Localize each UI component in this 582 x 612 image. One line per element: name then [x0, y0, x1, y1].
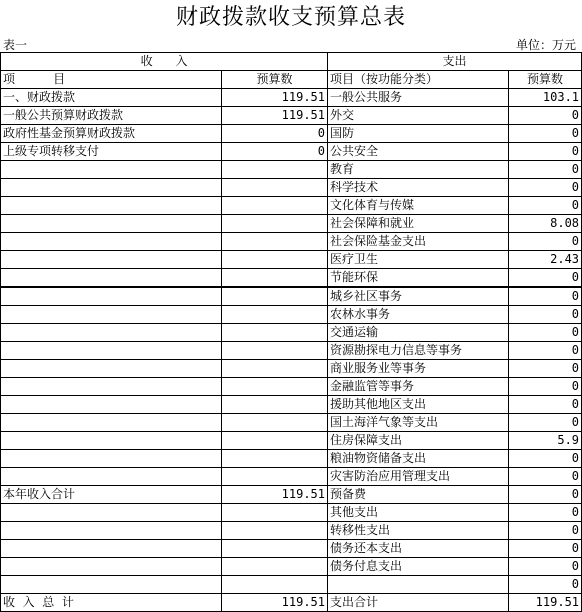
expense-item-label: 外交 [328, 107, 509, 125]
expense-item-value: 0 [509, 396, 582, 414]
empty-cell [222, 342, 328, 360]
expense-item-label: 农林水事务 [328, 306, 509, 324]
expense-item-value: 2.43 [509, 251, 582, 269]
table-row [1, 486, 582, 504]
empty-cell [222, 558, 328, 576]
expense-item-value: 0 [509, 450, 582, 468]
expense-item-label: 社会保险基金支出 [328, 233, 509, 251]
empty-cell [1, 576, 222, 594]
empty-cell [1, 324, 222, 342]
expense-item-value: 0 [509, 324, 582, 342]
income-item-label: 上级专项转移支付 [1, 143, 222, 161]
table-row [1, 414, 582, 432]
table-row [1, 125, 582, 143]
income-item-label: 一、财政拨款 [1, 89, 222, 107]
income-item-label: 一般公共预算财政拨款 [1, 107, 222, 125]
empty-cell [1, 432, 222, 450]
expense-item-label: 城乡社区事务 [328, 287, 509, 306]
expense-item-label: 国防 [328, 125, 509, 143]
empty-cell [1, 161, 222, 179]
table-row [1, 287, 582, 306]
income-item-value: 0 [222, 125, 328, 143]
expense-item-value: 0 [509, 269, 582, 288]
empty-cell [222, 450, 328, 468]
expense-item-value: 0 [509, 486, 582, 504]
unit-label: 单位：万元 [515, 38, 576, 52]
expense-item-label: 住房保障支出 [328, 432, 509, 450]
expense-item-label: 教育 [328, 161, 509, 179]
column-header-row [1, 71, 582, 89]
expense-item-label: 国土海洋气象等支出 [328, 414, 509, 432]
empty-cell [1, 414, 222, 432]
empty-cell [222, 233, 328, 251]
expense-item-value: 103.1 [509, 89, 582, 107]
table-row [1, 522, 582, 540]
table-row [1, 269, 582, 288]
table-row [1, 360, 582, 378]
expense-item-label: 债务还本支出 [328, 540, 509, 558]
table-row [1, 396, 582, 414]
empty-cell [222, 287, 328, 306]
grand-income-value: 119.51 [222, 594, 328, 612]
expense-item-value: 0 [509, 143, 582, 161]
table-row [1, 89, 582, 107]
empty-cell [1, 179, 222, 197]
empty-cell [1, 215, 222, 233]
empty-cell [1, 197, 222, 215]
empty-cell [1, 342, 222, 360]
table-row [1, 215, 582, 233]
empty-cell [222, 324, 328, 342]
income-section-header: 收 入 [1, 53, 328, 71]
expense-item-label: 科学技术 [328, 179, 509, 197]
expense-item-label: 交通运输 [328, 324, 509, 342]
grand-expense-label: 支出合计 [328, 594, 509, 612]
income-item-value: 119.51 [222, 107, 328, 125]
table-row [1, 576, 582, 594]
expense-item-value: 0 [509, 125, 582, 143]
empty-cell [1, 450, 222, 468]
expense-item-value: 0 [509, 233, 582, 251]
expense-item-label: 医疗卫生 [328, 251, 509, 269]
expense-item-value: 0 [509, 342, 582, 360]
grand-total-row [1, 594, 582, 612]
table-row [1, 233, 582, 251]
empty-cell [1, 468, 222, 486]
income-item-value: 0 [222, 143, 328, 161]
expense-item-label: 其他支出 [328, 504, 509, 522]
table-row [1, 324, 582, 342]
expense-budget-header: 预算数 [509, 71, 582, 89]
expense-item-label: 一般公共服务 [328, 89, 509, 107]
expense-item-value: 0 [509, 504, 582, 522]
expense-item-label: 灾害防治应用管理支出 [328, 468, 509, 486]
page-title: 财政拨款收支预算总表 [175, 5, 406, 30]
expense-item-label: 公共安全 [328, 143, 509, 161]
expense-item-value: 0 [509, 540, 582, 558]
empty-cell [1, 396, 222, 414]
income-item-header: 项 目 [1, 71, 222, 89]
table-row [1, 161, 582, 179]
expense-item-label: 金融监管等事务 [328, 378, 509, 396]
expense-item-label: 债务付息支出 [328, 558, 509, 576]
expense-item-value: 0 [509, 287, 582, 306]
expense-item-value: 5.9 [509, 432, 582, 450]
expense-item-label: 资源勘探电力信息等事务 [328, 342, 509, 360]
empty-cell [1, 522, 222, 540]
table-row [1, 378, 582, 396]
expense-item-label [328, 576, 509, 594]
empty-cell [1, 360, 222, 378]
empty-cell [1, 306, 222, 324]
income-year-total-value: 119.51 [222, 486, 328, 504]
expense-item-value: 0 [509, 360, 582, 378]
expense-item-value: 0 [509, 179, 582, 197]
expense-item-value: 0 [509, 522, 582, 540]
expense-item-label: 社会保障和就业 [328, 215, 509, 233]
grand-expense-value: 119.51 [509, 594, 582, 612]
expense-item-label: 预备费 [328, 486, 509, 504]
expense-item-value: 0 [509, 306, 582, 324]
table-row [1, 504, 582, 522]
empty-cell [222, 251, 328, 269]
empty-cell [222, 269, 328, 288]
expense-item-value: 0 [509, 468, 582, 486]
empty-cell [222, 306, 328, 324]
expense-item-value: 0 [509, 197, 582, 215]
expense-item-label: 援助其他地区支出 [328, 396, 509, 414]
expense-item-label: 文化体育与传媒 [328, 197, 509, 215]
expense-item-label: 粮油物资储备支出 [328, 450, 509, 468]
table-row [1, 143, 582, 161]
empty-cell [1, 287, 222, 306]
expense-item-value: 0 [509, 161, 582, 179]
empty-cell [222, 360, 328, 378]
expense-item-value: 0 [509, 414, 582, 432]
expense-item-label: 转移性支出 [328, 522, 509, 540]
table-row [1, 179, 582, 197]
empty-cell [1, 251, 222, 269]
empty-cell [1, 233, 222, 251]
table-row [1, 197, 582, 215]
grand-income-label: 收 入 总 计 [1, 594, 222, 612]
empty-cell [222, 576, 328, 594]
empty-cell [222, 396, 328, 414]
empty-cell [1, 558, 222, 576]
empty-cell [222, 179, 328, 197]
expense-item-value: 8.08 [509, 215, 582, 233]
empty-cell [222, 522, 328, 540]
empty-cell [222, 161, 328, 179]
expense-item-value: 0 [509, 107, 582, 125]
table-row [1, 306, 582, 324]
empty-cell [222, 468, 328, 486]
expense-item-value: 0 [509, 558, 582, 576]
expense-section-header: 支出 [328, 53, 582, 71]
empty-cell [1, 269, 222, 288]
table-number: 表一 [3, 38, 28, 52]
expense-item-value: 0 [509, 378, 582, 396]
table-row [1, 540, 582, 558]
table-row [1, 450, 582, 468]
expense-item-label: 商业服务业等事务 [328, 360, 509, 378]
empty-cell [1, 378, 222, 396]
table-row [1, 107, 582, 125]
expense-item-label: 节能环保 [328, 269, 509, 288]
income-item-label: 政府性基金预算财政拨款 [1, 125, 222, 143]
empty-cell [222, 414, 328, 432]
budget-table [0, 52, 582, 612]
table-row [1, 432, 582, 450]
table-row [1, 558, 582, 576]
expense-item-header: 项目（按功能分类） [328, 71, 509, 89]
table-row [1, 468, 582, 486]
income-item-value: 119.51 [222, 89, 328, 107]
empty-cell [222, 215, 328, 233]
section-header-row [1, 53, 582, 71]
empty-cell [1, 540, 222, 558]
empty-cell [222, 378, 328, 396]
table-row [1, 251, 582, 269]
empty-cell [1, 504, 222, 522]
empty-cell [222, 504, 328, 522]
income-budget-header: 预算数 [222, 71, 328, 89]
expense-item-value: 0 [509, 576, 582, 594]
table-row [1, 342, 582, 360]
empty-cell [222, 197, 328, 215]
empty-cell [222, 540, 328, 558]
income-year-total-label: 本年收入合计 [1, 486, 222, 504]
empty-cell [222, 432, 328, 450]
